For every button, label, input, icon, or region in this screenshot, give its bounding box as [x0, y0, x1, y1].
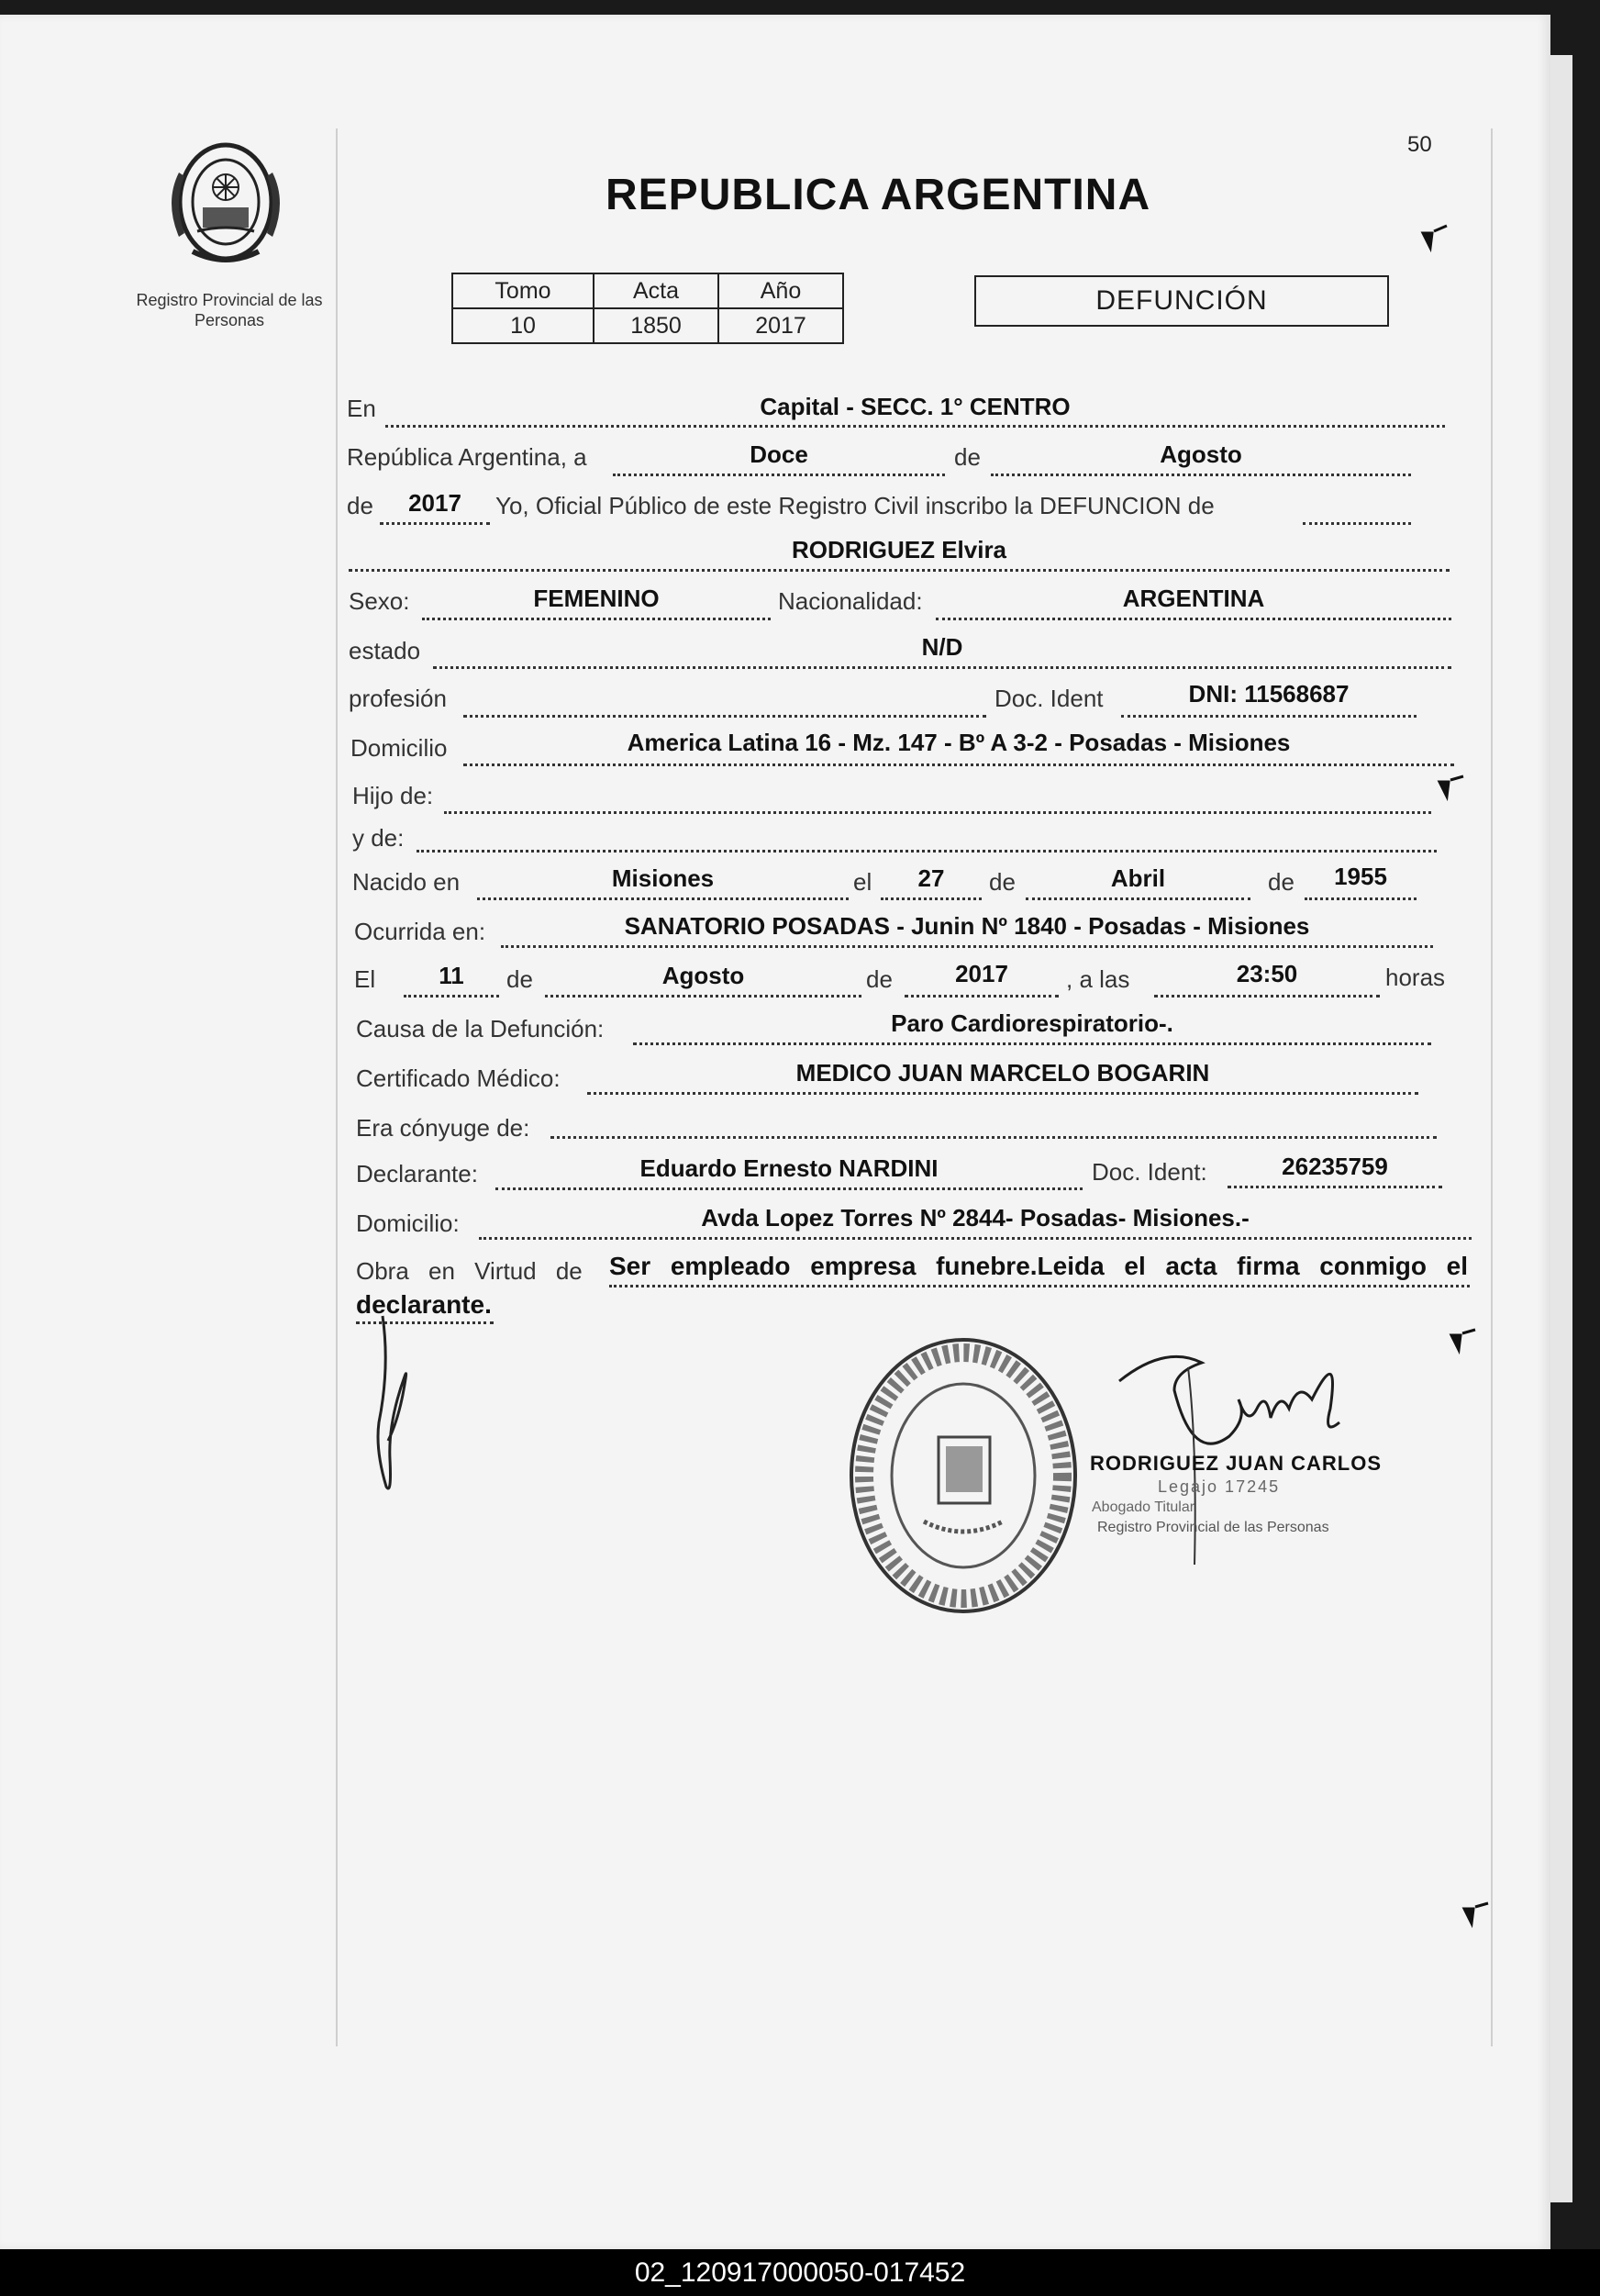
- declarante-doc-label: Doc. Ident:: [1092, 1158, 1207, 1186]
- el-label: el: [853, 868, 872, 896]
- fecha-label: República Argentina, a: [347, 443, 587, 471]
- dotted-line: [479, 1237, 1472, 1240]
- dotted-line: [349, 569, 1450, 572]
- table-header: Año: [718, 273, 843, 308]
- domicilio-declarante-label: Domicilio:: [356, 1209, 460, 1237]
- official-legajo: Legajo 17245: [1158, 1477, 1281, 1496]
- dotted-line: [550, 1136, 1437, 1139]
- dotted-line: [380, 522, 490, 525]
- en-label: En: [347, 395, 376, 422]
- sexo-value: FEMENINO: [533, 585, 660, 612]
- dotted-line: [545, 995, 861, 998]
- ocurrida-value: SANATORIO POSADAS - Junin Nº 1840 - Posadas - Misiones: [624, 912, 1310, 940]
- left-margin-line: [336, 128, 338, 2046]
- profesion-label: profesión: [349, 685, 447, 712]
- record-table: [451, 273, 844, 344]
- dotted-line: [1303, 522, 1411, 525]
- dotted-line: [477, 897, 849, 900]
- dotted-line: [1121, 715, 1417, 718]
- registry-caption: Registro Provincial de las Personas: [136, 291, 323, 329]
- dotted-line: [463, 763, 1454, 766]
- defuncion-time: 23:50: [1236, 960, 1298, 987]
- dotted-line: [905, 995, 1059, 998]
- hijo-de-label: Hijo de:: [352, 782, 434, 809]
- ocurrida-label: Ocurrida en:: [354, 918, 486, 945]
- document-title: REPUBLICA ARGENTINA: [606, 171, 1151, 219]
- dotted-line: [936, 618, 1451, 620]
- el-label: El: [354, 965, 376, 993]
- defuncion-month: Agosto: [661, 962, 745, 989]
- sexo-label: Sexo:: [349, 587, 410, 615]
- dotted-line: [881, 897, 982, 900]
- official-title: Abogado Titular: [1092, 1499, 1195, 1515]
- page-edge: [1550, 55, 1572, 2202]
- provincial-seal-logo: [161, 136, 291, 273]
- domicilio-label: Domicilio: [350, 734, 448, 762]
- de-label: de: [866, 965, 893, 993]
- obra-value-line2: declarante.: [356, 1290, 492, 1319]
- fecha-month: Agosto: [1160, 440, 1242, 468]
- nacido-day: 27: [917, 864, 945, 892]
- document-type-box: DEFUNCIÓN: [974, 275, 1389, 327]
- dotted-line: [1026, 897, 1250, 900]
- certificado-label: Certificado Médico:: [356, 1064, 561, 1092]
- dotted-line: [1305, 897, 1417, 900]
- defuncion-year: 2017: [955, 960, 1008, 987]
- dotted-line: [633, 1042, 1431, 1045]
- obra-value-line1: Ser empleado empresa funebre.Leida el acta firma conmigo el: [609, 1252, 1468, 1280]
- document-page: [0, 15, 1550, 2249]
- corner-mark: [1448, 1326, 1484, 1363]
- nacionalidad-value: ARGENTINA: [1122, 585, 1265, 612]
- dotted-line: [463, 715, 986, 718]
- domicilio-value: America Latina 16 - Mz. 147 - Bº A 3-2 - Posadas - Misiones: [627, 729, 1291, 756]
- declarante-value: Eduardo Ernesto NARDINI: [639, 1154, 939, 1182]
- estado-value: N/D: [921, 633, 963, 661]
- obra-label: Obra en Virtud de: [356, 1257, 583, 1285]
- official-name: RODRIGUEZ JUAN CARLOS: [1090, 1452, 1383, 1475]
- declarante-label: Declarante:: [356, 1160, 478, 1187]
- nacido-place: Misiones: [611, 864, 715, 892]
- document-id-footer: 02_120917000050-017452: [0, 2249, 1600, 2296]
- nacionalidad-label: Nacionalidad:: [778, 587, 923, 615]
- dotted-line: [404, 995, 499, 998]
- estado-label: estado: [349, 637, 421, 664]
- anio-value: 2017: [718, 308, 843, 343]
- doc-ident-value: DNI: 11568687: [1188, 680, 1350, 708]
- nacido-year: 1955: [1334, 863, 1387, 890]
- y-de-label: y de:: [352, 824, 405, 852]
- causa-label: Causa de la Defunción:: [356, 1015, 605, 1042]
- table-header: Tomo: [452, 273, 594, 308]
- conyuge-label: Era cónyuge de:: [356, 1114, 530, 1142]
- table-header: Acta: [594, 273, 718, 308]
- de-label: de: [954, 443, 981, 471]
- right-margin-line: [1491, 128, 1493, 2046]
- doc-ident-label: Doc. Ident: [994, 685, 1104, 712]
- a-las-label: , a las: [1066, 965, 1130, 993]
- declarante-doc-value: 26235759: [1282, 1153, 1388, 1180]
- dotted-line: [433, 666, 1451, 669]
- anio-value: 2017: [408, 489, 461, 517]
- dotted-line: [501, 945, 1433, 948]
- corner-mark: [1461, 1900, 1497, 1936]
- certificado-value: MEDICO JUAN MARCELO BOGARIN: [795, 1059, 1210, 1087]
- corner-mark: [1436, 773, 1472, 809]
- de-label: de: [347, 492, 373, 519]
- horas-label: horas: [1385, 964, 1446, 991]
- dotted-line: [417, 850, 1437, 853]
- dotted-line: [422, 618, 771, 620]
- official-institution: Registro Provincial de las Personas: [1097, 1520, 1329, 1535]
- declarant-signature: [362, 1312, 427, 1505]
- official-stamp: [839, 1329, 1087, 1622]
- dotted-line: [385, 425, 1445, 428]
- dotted-line: [444, 811, 1431, 814]
- de-label: de: [1268, 868, 1294, 896]
- domicilio-declarante-value: Avda Lopez Torres Nº 2844- Posadas- Misiones.-: [701, 1204, 1250, 1232]
- dotted-line: [587, 1092, 1418, 1095]
- tomo-value: 10: [452, 308, 594, 343]
- defuncion-day: 11: [439, 962, 464, 989]
- dotted-line: [1154, 995, 1380, 998]
- causa-value: Paro Cardiorespiratorio-.: [891, 1009, 1173, 1037]
- page-number: 50: [1407, 132, 1432, 157]
- deceased-name: RODRIGUEZ Elvira: [791, 536, 1007, 563]
- fecha-day: Doce: [750, 440, 808, 468]
- dotted-line: [1228, 1186, 1442, 1188]
- nacido-label: Nacido en: [352, 868, 461, 896]
- dotted-line: [495, 1187, 1083, 1190]
- dotted-line: [609, 1285, 1470, 1287]
- inscribo-text: Yo, Oficial Público de este Registro Civil inscribo la DEFUNCION de: [495, 492, 1215, 519]
- corner-mark: [1417, 220, 1454, 257]
- acta-value: 1850: [594, 308, 718, 343]
- dotted-line: [613, 474, 945, 476]
- de-label: de: [506, 965, 533, 993]
- dotted-line: [991, 474, 1411, 476]
- en-value: Capital - SECC. 1° CENTRO: [760, 393, 1071, 420]
- nacido-month: Abril: [1110, 864, 1166, 892]
- de-label: de: [989, 868, 1016, 896]
